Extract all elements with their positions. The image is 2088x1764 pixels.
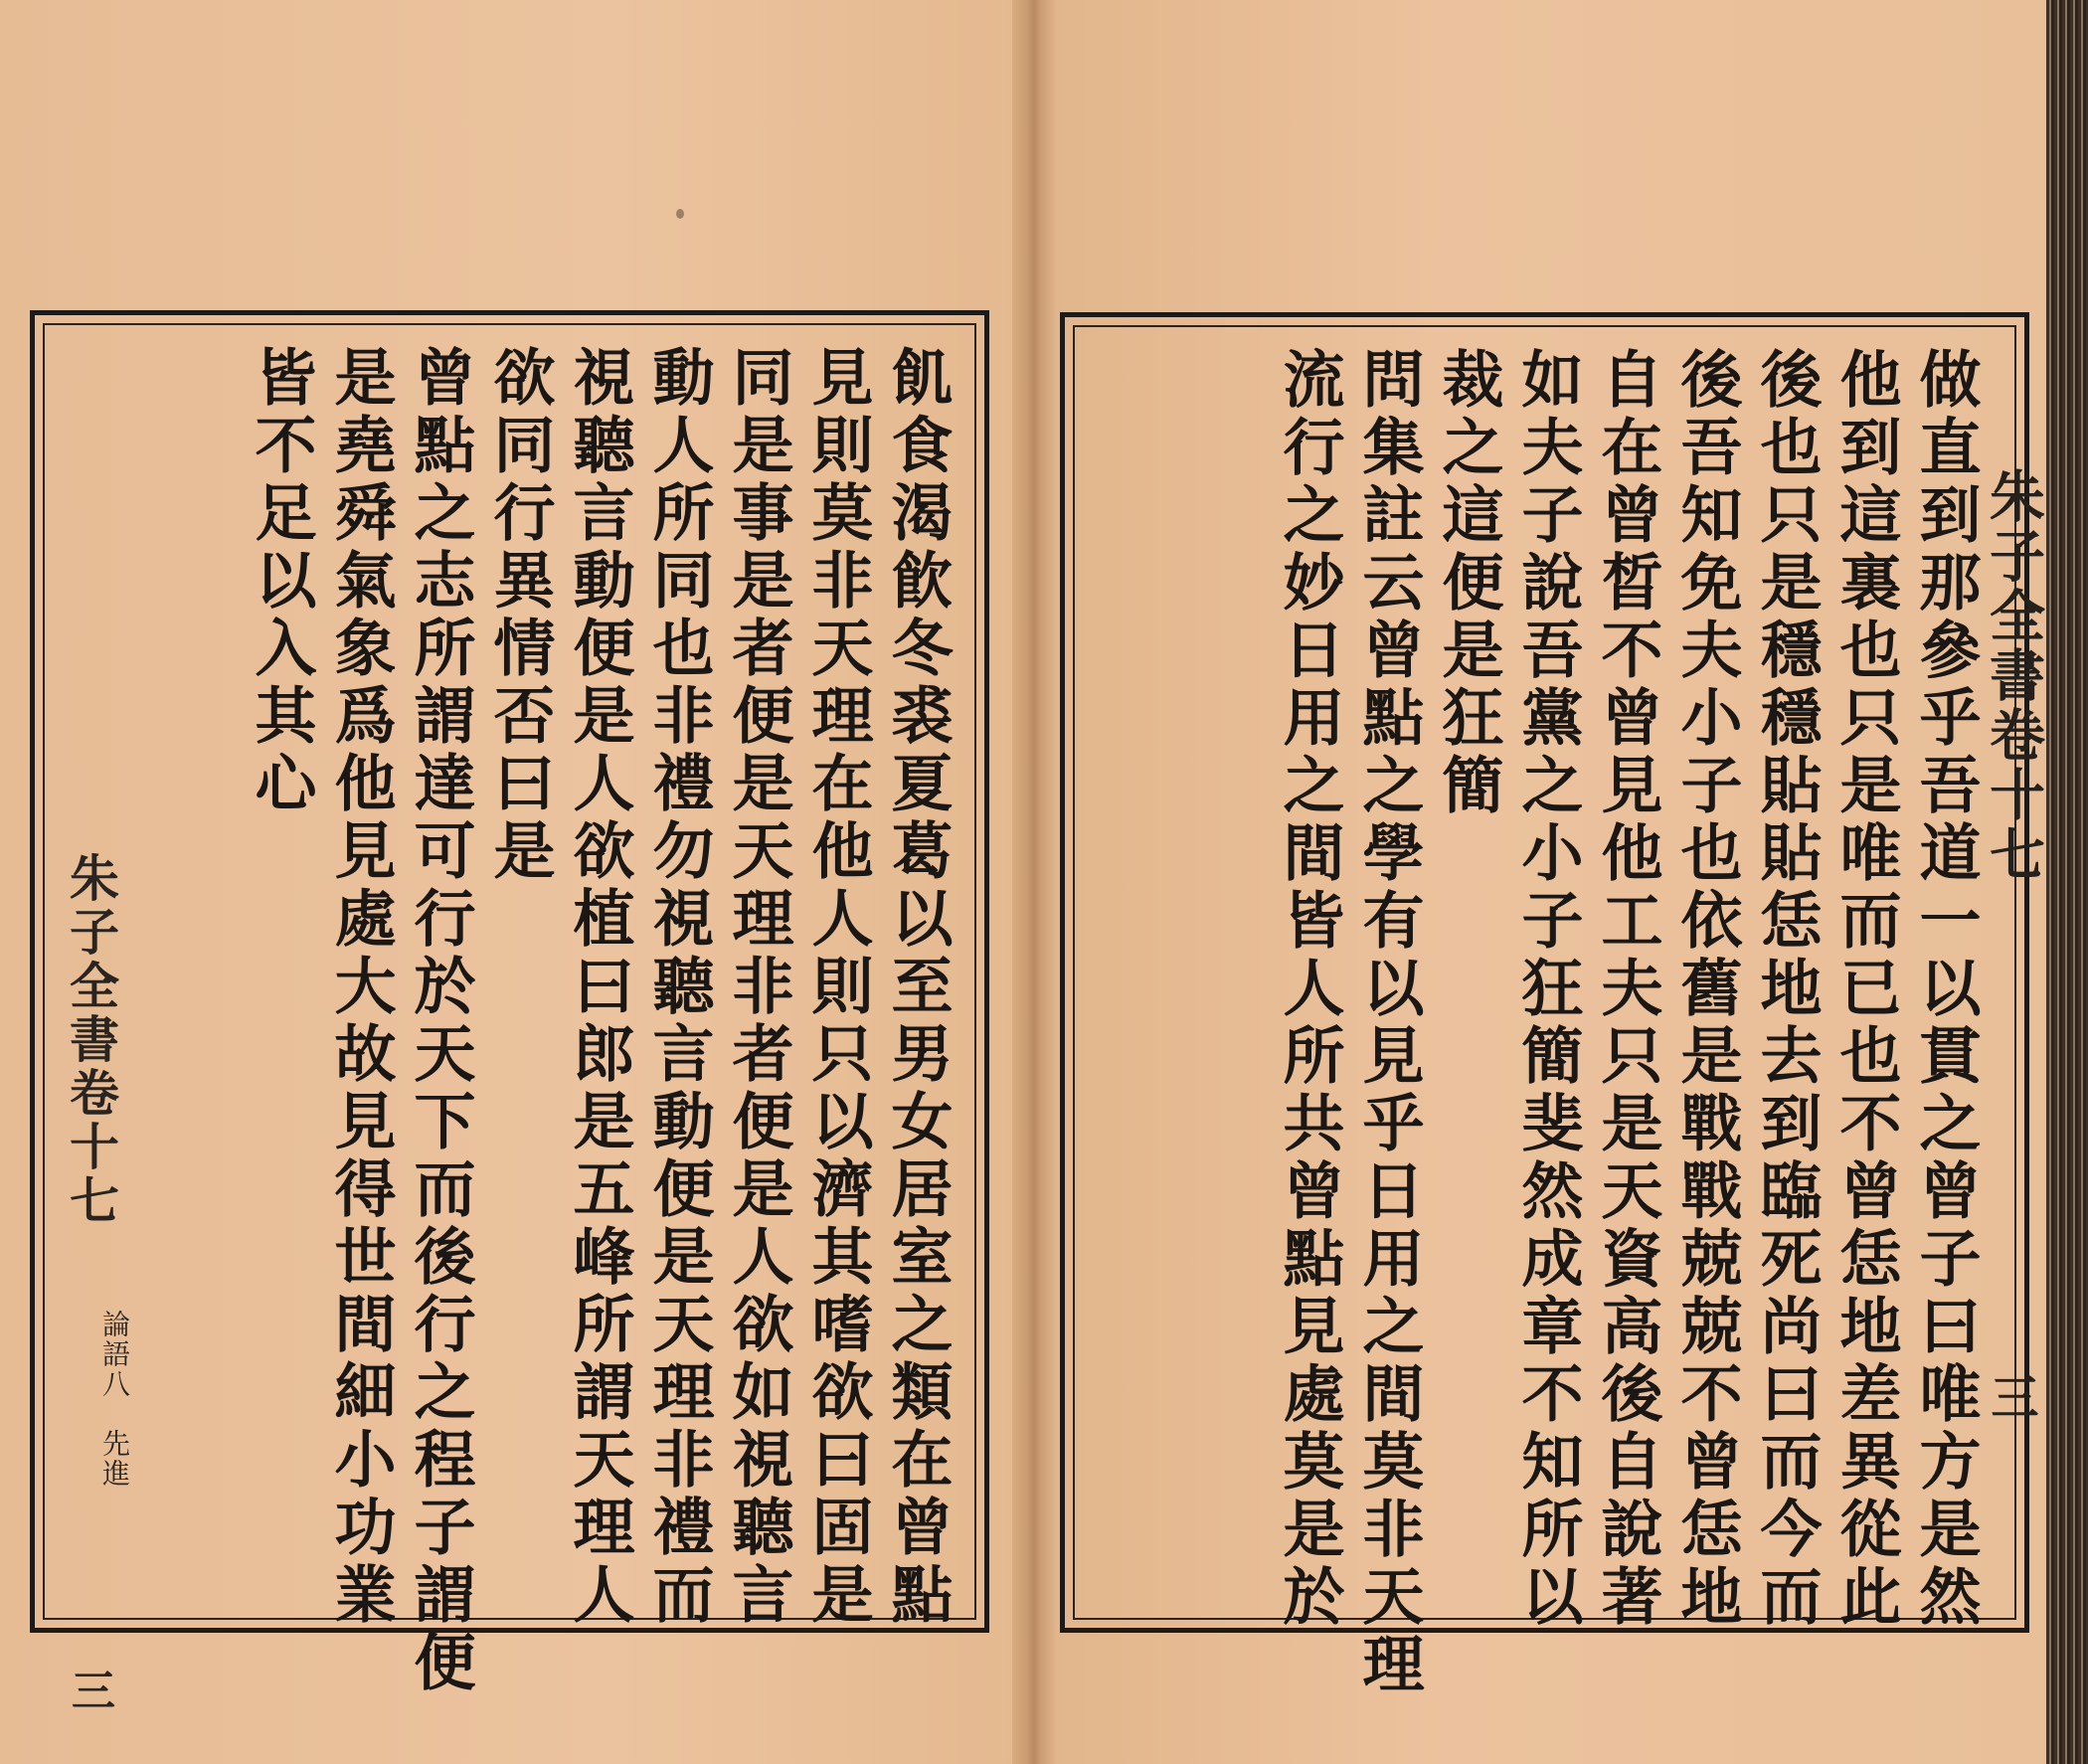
- right-text-columns: [1269, 347, 1985, 1699]
- left-spine-subtitle: 論語八 先進: [98, 1310, 131, 1489]
- text-column: 欲同行異情否曰是: [483, 345, 556, 886]
- left-text-columns: [241, 345, 957, 1697]
- book-gutter: [1012, 0, 1056, 1764]
- left-page-number: 三: [64, 1668, 114, 1711]
- text-column: 裁之這便是狂簡: [1432, 347, 1504, 820]
- text-column: 飢食渴飮冬裘夏葛以至男女居室之類在曾點: [881, 345, 954, 1630]
- text-column: 見則莫非天理在他人則只以濟其嗜欲曰固是: [801, 345, 874, 1630]
- text-column: 問集註云曾點之學有以見乎日用之間莫非天理: [1352, 347, 1425, 1699]
- text-column: 後吾知免夫小子也依舊是戰戰兢兢不曾恁地: [1670, 347, 1743, 1632]
- right-spine-title: 朱子全書卷十七: [1981, 467, 2046, 885]
- text-column: 動人所同也非禮勿視聽言動便是天理非禮而: [642, 345, 715, 1630]
- text-column: 他到這裏也只是唯而已也不曾恁地差異從此: [1829, 347, 1902, 1632]
- text-column: 曾點之志所謂達可行於天下而後行之程子謂便: [404, 345, 476, 1697]
- left-spine-title: 朱子全書卷十七: [62, 852, 120, 1228]
- text-column: 流行之妙日用之間皆人所共曾點見處莫是於: [1273, 347, 1345, 1632]
- left-text-frame: [30, 310, 989, 1711]
- text-column: 皆不足以入其心: [245, 345, 317, 818]
- text-column: 自在曾晳不曾見他工夫只是天資高後自說著: [1591, 347, 1663, 1632]
- right-text-frame: [1060, 312, 2029, 1699]
- text-column: 後也只是穩穩貼貼恁地去到臨死尚曰而今而: [1750, 347, 1823, 1632]
- ink-spot: [676, 209, 684, 219]
- text-column: 如夫子說吾黨之小子狂簡斐然成章不知所以: [1511, 347, 1584, 1632]
- text-column: 視聽言動便是人欲植曰郎是五峰所謂天理人: [563, 345, 635, 1630]
- text-column: 是堯舜氣象爲他見處大故見得世間細小功業: [324, 345, 397, 1630]
- right-page-number: 三: [1983, 1372, 2038, 1420]
- text-column: 同是事是者便是天理非者便是人欲如視聽言: [722, 345, 794, 1630]
- text-column: 做直到那參乎吾道一以貫之曾子曰唯方是然: [1909, 347, 1982, 1632]
